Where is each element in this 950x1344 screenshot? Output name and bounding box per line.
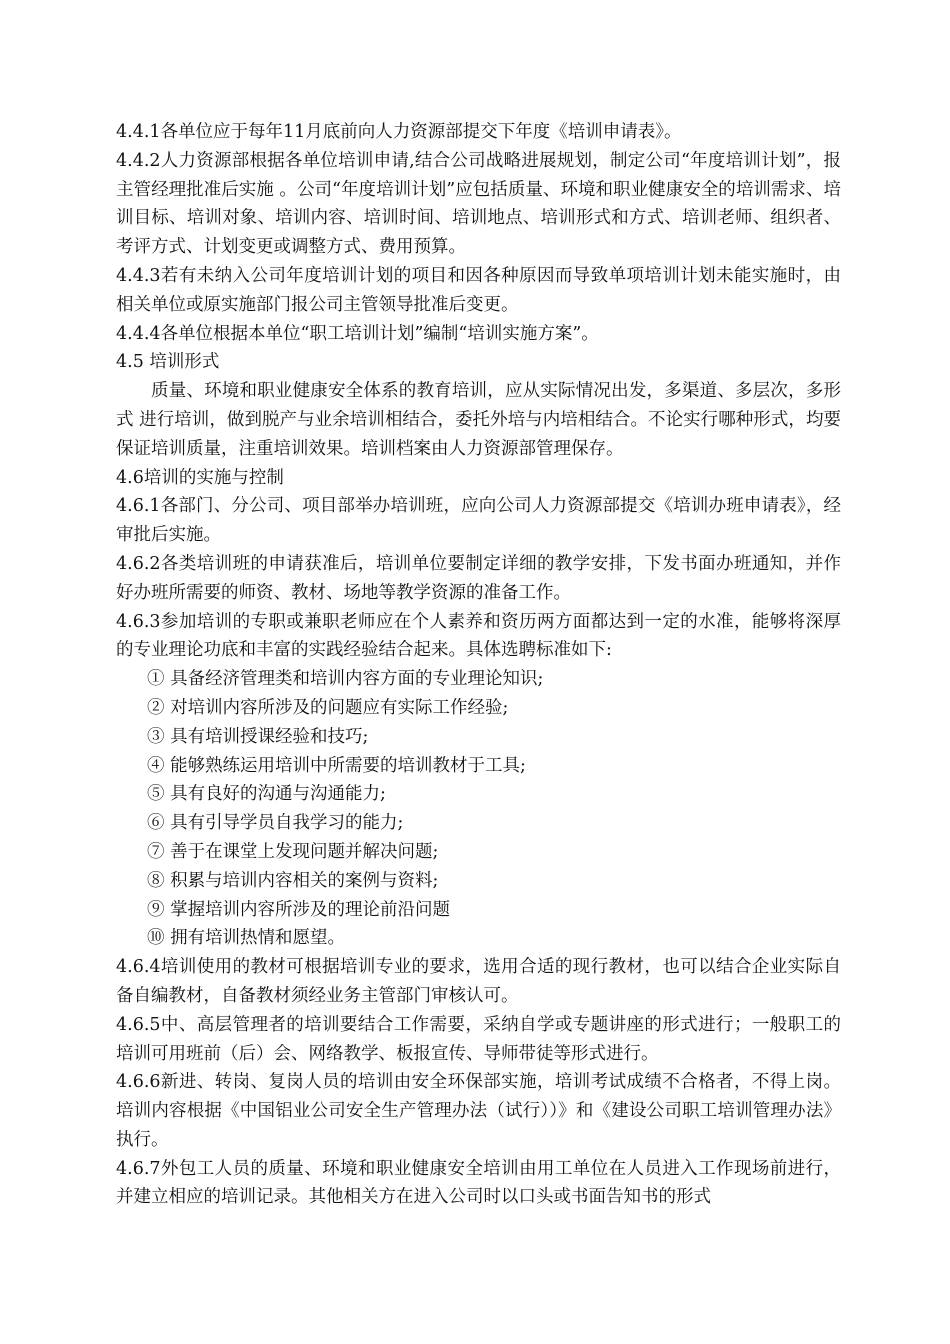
list-item: ④ 能够熟练运用培训中所需要的培训教材于工具; — [147, 755, 526, 776]
paragraph-4-6-2: 4.6.2各类培训班的申请获准后，培训单位要制定详细的教学安排，下发书面办班通知，并作好办班所需要的师资、教材、场地等教学资源的准备工作。 — [116, 553, 841, 603]
paragraph-4-4-2: 4.4.2人力资源部根据各单位培训申请,结合公司战略进展规划，制定公司“年度培训计划”，报主管经理批准后实施 。公司“年度培训计划”应包括质量、环境和职业健康安全的培训需求、培训目标、培训对象、培训内容、培训时间、培训地点、培训形式和方式、培训老师、组织者、考评方式、计划变更或调整方式、费用预算。 — [116, 150, 841, 258]
paragraph-training-forms: 质量、环境和职业健康安全体系的教育培训，应从实际情况出发，多渠道、多层次，多形式 进行培训，做到脱产与业余培训相结合，委托外培与内培相结合。不论实行哪种形式，均要保证培训质量，注重培训效果。培训档案由人力资源部管理保存。 — [116, 381, 841, 459]
heading-4-5: 4.5 培训形式 — [116, 352, 220, 373]
paragraph-4-4-3: 4.4.3若有未纳入公司年度培训计划的项目和因各种原因而导致单项培训计划未能实施时，由相关单位或原实施部门报公司主管领导批准后变更。 — [116, 265, 841, 315]
list-item: ⑦ 善于在课堂上发现问题并解决问题; — [147, 841, 439, 862]
heading-4-6: 4.6培训的实施与控制 — [116, 467, 284, 488]
paragraph-4-6-7: 4.6.7外包工人员的质量、环境和职业健康安全培训由用工单位在人员进入工作现场前进行，并建立相应的培训记录。其他相关方在进入公司时以口头或书面告知书的形式 — [116, 1158, 841, 1208]
paragraph-4-6-6: 4.6.6新进、转岗、复岗人员的培训由安全环保部实施，培训考试成绩不合格者，不得上岗。培训内容根据《中国铝业公司安全生产管理办法（试行））》和《建设公司职工培训管理办法》执行。 — [116, 1072, 841, 1150]
list-item: ⑨ 掌握培训内容所涉及的理论前沿问题 — [147, 899, 451, 920]
paragraph-4-6-5: 4.6.5中、高层管理者的培训要结合工作需要，采纳自学或专题讲座的形式进行；一般职工的培训可用班前（后）会、网络教学、板报宣传、导师带徒等形式进行。 — [116, 1014, 841, 1064]
list-item: ⑤ 具有良好的沟通与沟通能力; — [147, 784, 386, 805]
criteria-list — [116, 665, 841, 953]
paragraph-4-4-4: 4.4.4各单位根据本单位“职工培训计划”编制“培训实施方案”。 — [116, 323, 599, 344]
list-item: ⑧ 积累与培训内容相关的案例与资料; — [147, 870, 439, 891]
list-item: ③ 具有培训授课经验和技巧; — [147, 726, 369, 747]
paragraph-4-6-3: 4.6.3参加培训的专职或兼职老师应在个人素养和资历两方面都达到一定的水准，能够将深厚的专业理论功底和丰富的实践经验结合起来。具体选聘标准如下: — [116, 611, 841, 661]
list-item: ⑩ 拥有培训热情和愿望。 — [147, 928, 346, 949]
list-item: ① 具备经济管理类和培训内容方面的专业理论知识; — [147, 669, 544, 690]
paragraph-4-4-1: 4.4.1各单位应于每年11月底前向人力资源部提交下年度《培训申请表》。 — [116, 122, 682, 142]
document-body — [116, 118, 841, 1212]
paragraph-4-6-1: 4.6.1各部门、分公司、项目部举办培训班，应向公司人力资源部提交《培训办班申请表》，经审批后实施。 — [116, 496, 841, 546]
paragraph-4-6-4: 4.6.4培训使用的教材可根据培训专业的要求，选用合适的现行教材，也可以结合企业实际自备自编教材，自备教材须经业务主管部门审核认可。 — [116, 957, 841, 1006]
list-item: ② 对培训内容所涉及的问题应有实际工作经验; — [147, 697, 509, 718]
list-item: ⑥ 具有引导学员自我学习的能力; — [147, 813, 404, 834]
